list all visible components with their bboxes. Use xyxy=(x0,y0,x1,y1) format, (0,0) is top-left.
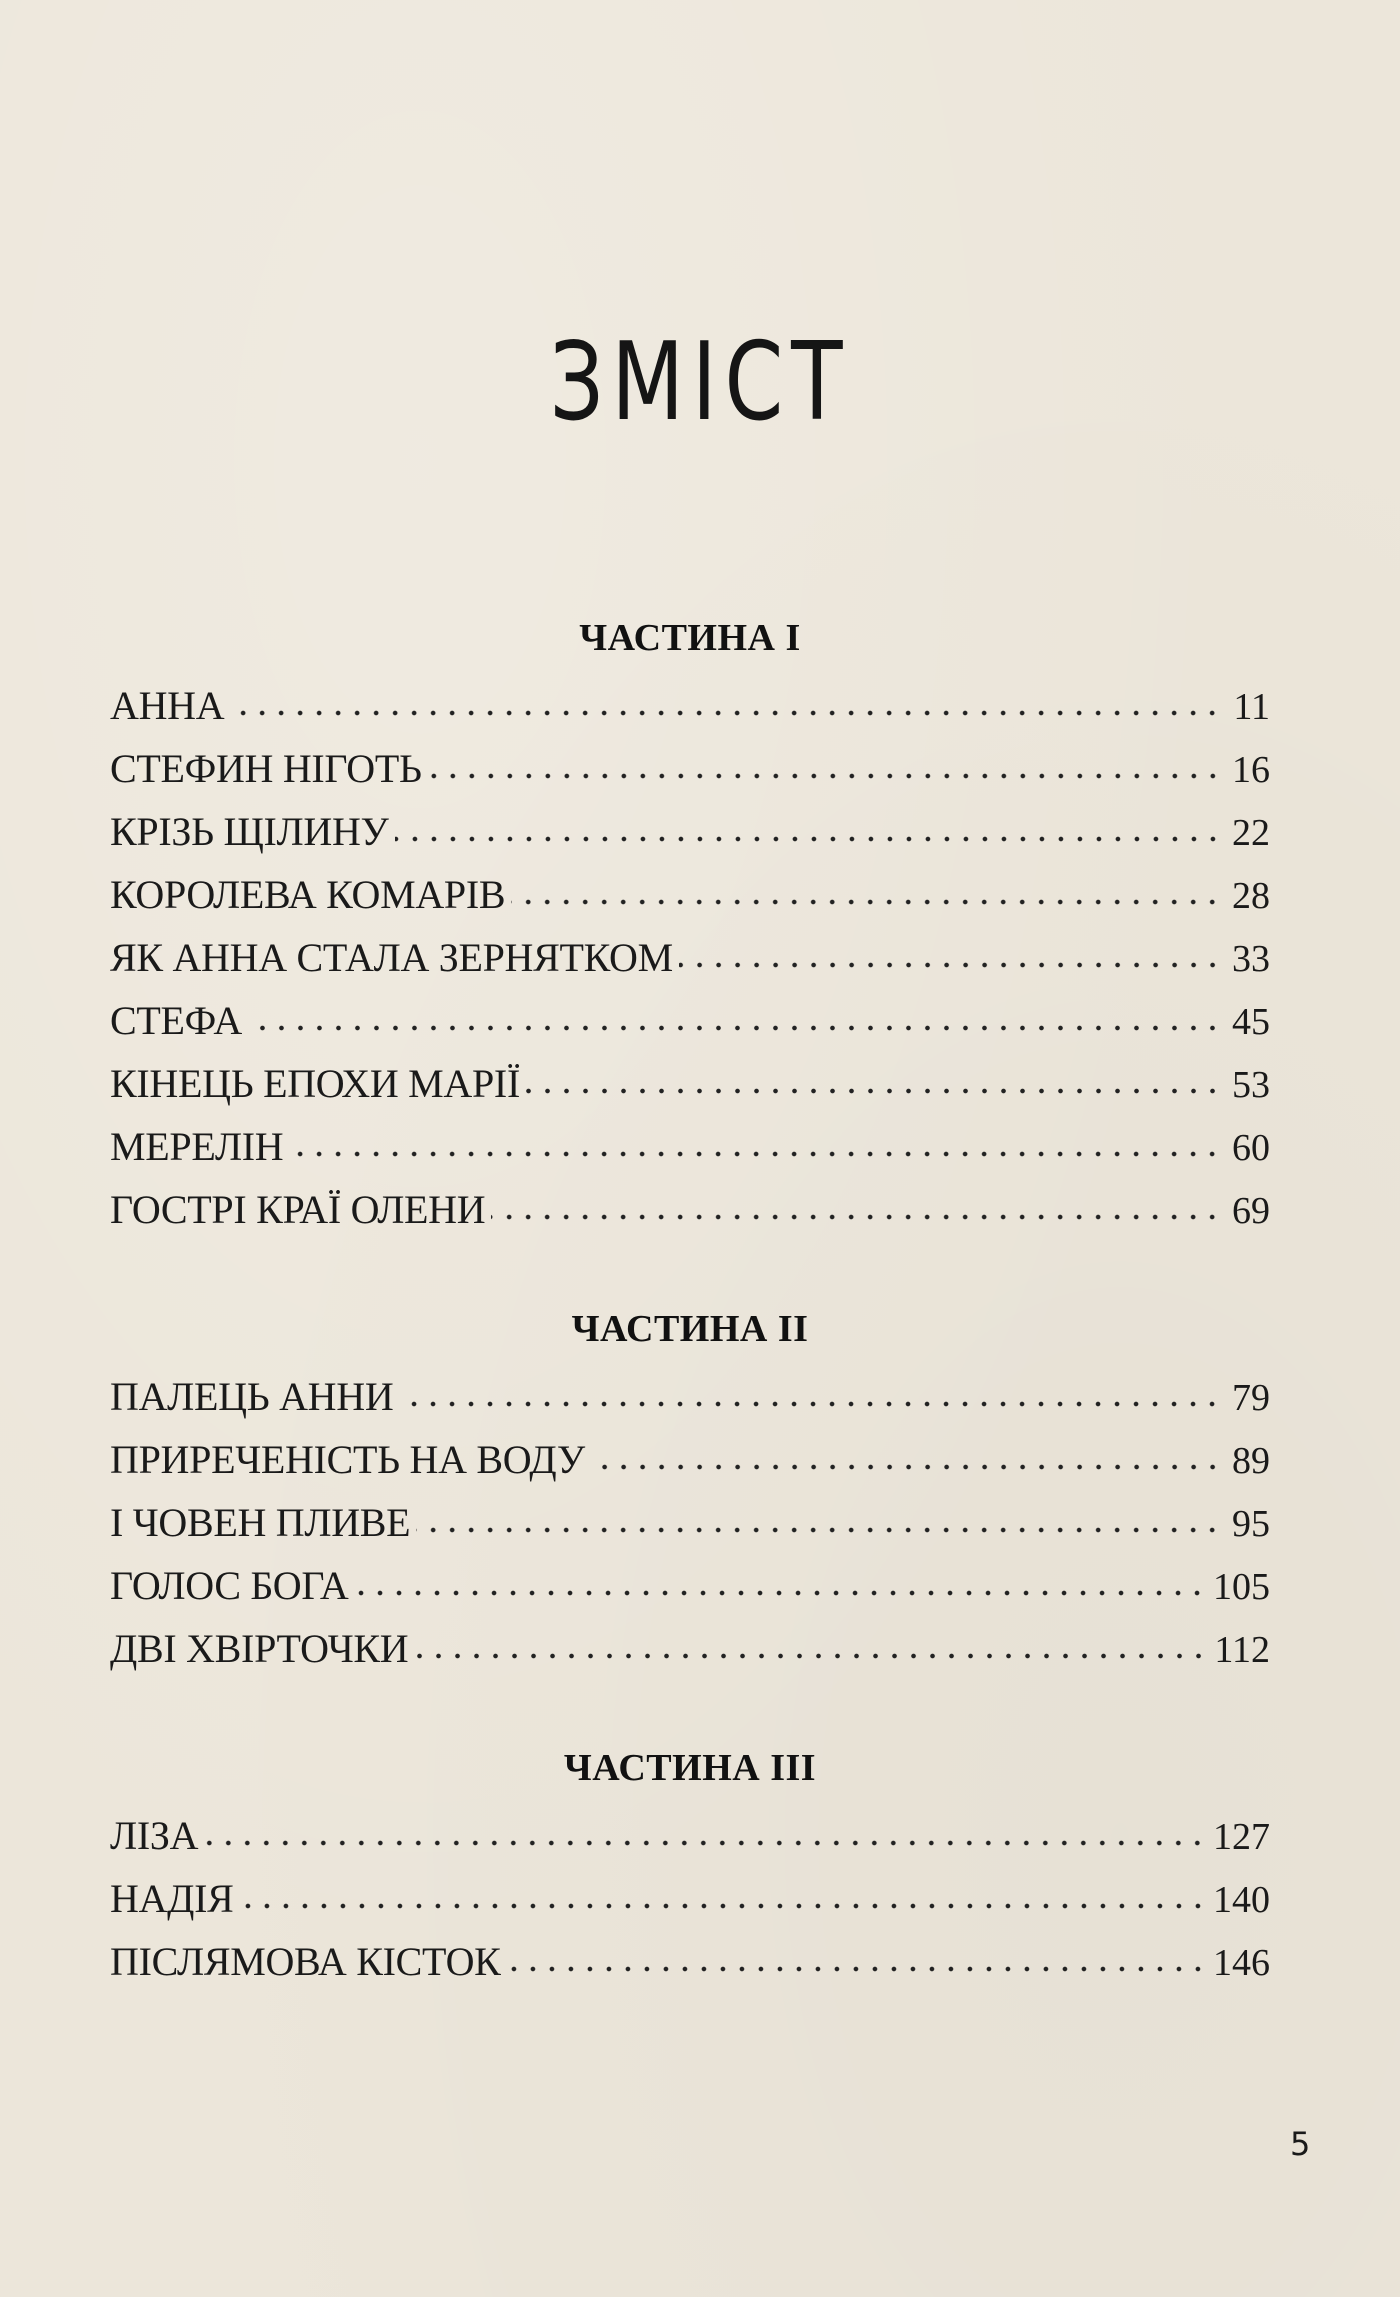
toc-entry xyxy=(110,1115,1270,1178)
toc-entry-title: АННА xyxy=(110,683,225,728)
toc-entry-page: 140 xyxy=(1213,1879,1270,1921)
toc-entry-title: ГОЛОС БОГА xyxy=(110,1563,349,1608)
toc-entry-title: ЛІЗА xyxy=(110,1813,199,1858)
toc-entry xyxy=(110,737,1270,800)
page-number: 5 xyxy=(1290,2125,1311,2163)
toc-entry-title: ДВІ ХВІРТОЧКИ xyxy=(110,1626,409,1671)
toc-entry-title: ПАЛЕЦЬ АННИ xyxy=(110,1374,394,1419)
toc-entry-title: ПІСЛЯМОВА КІСТОК xyxy=(110,1939,501,1984)
part-heading: ЧАСТИНА ІІІ xyxy=(563,1747,817,1789)
dot-leader xyxy=(526,1081,1222,1101)
toc-entry-page: 33 xyxy=(1232,938,1270,980)
toc-entry-title: КІНЕЦЬ ЕПОХИ МАРІЇ xyxy=(110,1061,520,1106)
toc-entry-title: ПРИРЕЧЕНІСТЬ НА ВОДУ xyxy=(110,1437,585,1482)
toc-entry-page: 53 xyxy=(1232,1064,1270,1106)
toc-entry xyxy=(110,1617,1270,1680)
dot-leader xyxy=(511,892,1222,912)
toc-entry xyxy=(110,1365,1270,1428)
toc-entry xyxy=(110,1804,1270,1867)
toc-entry xyxy=(110,674,1270,737)
toc-entry xyxy=(110,1491,1270,1554)
part-1 xyxy=(110,612,1270,1241)
toc-entry-title: ГОСТРІ КРАЇ ОЛЕНИ xyxy=(110,1187,486,1232)
part-heading: ЧАСТИНА І xyxy=(579,617,801,659)
dot-leader xyxy=(414,1646,1208,1666)
toc-entry-page: 79 xyxy=(1232,1377,1270,1419)
toc-entry-page: 60 xyxy=(1232,1127,1270,1169)
dot-leader xyxy=(399,1394,1222,1414)
part-2 xyxy=(110,1303,1270,1680)
toc-entry xyxy=(110,1428,1270,1491)
dot-leader xyxy=(395,829,1222,849)
dot-leader xyxy=(354,1583,1207,1603)
part-heading: ЧАСТИНА ІІ xyxy=(571,1308,809,1350)
toc-entry-page: 45 xyxy=(1232,1001,1270,1043)
toc-entry-title: МЕРЕЛІН xyxy=(110,1124,284,1169)
dot-leader xyxy=(289,1144,1222,1164)
page-title: ЗМІСТ xyxy=(549,320,851,445)
toc-entry-title: І ЧОВЕН ПЛИВЕ xyxy=(110,1500,411,1545)
table-of-contents xyxy=(110,612,1270,1993)
toc-entry xyxy=(110,863,1270,926)
toc-entry-title: ЯК АННА СТАЛА ЗЕРНЯТКОМ xyxy=(110,935,673,980)
toc-entry-title: НАДІЯ xyxy=(110,1876,234,1921)
dot-leader xyxy=(591,1457,1222,1477)
dot-leader xyxy=(428,766,1222,786)
toc-entry-page: 105 xyxy=(1213,1566,1270,1608)
toc-entry-page: 28 xyxy=(1232,875,1270,917)
dot-leader xyxy=(679,955,1222,975)
toc-entry-page: 127 xyxy=(1213,1816,1270,1858)
toc-entry-title: КОРОЛЕВА КОМАРІВ xyxy=(110,872,506,917)
toc-entry xyxy=(110,1930,1270,1993)
dot-leader xyxy=(248,1018,1222,1038)
toc-entry-page: 112 xyxy=(1214,1629,1270,1671)
toc-entry xyxy=(110,1554,1270,1617)
toc-entry xyxy=(110,1867,1270,1930)
dot-leader xyxy=(230,703,1222,723)
dot-leader xyxy=(491,1207,1222,1227)
toc-entry-title: СТЕФА xyxy=(110,998,243,1043)
toc-entry xyxy=(110,989,1270,1052)
toc-entry-title: СТЕФИН НІГОТЬ xyxy=(110,746,422,791)
toc-entry-page: 89 xyxy=(1232,1440,1270,1482)
part-3 xyxy=(110,1742,1270,1993)
toc-entry-page: 11 xyxy=(1233,686,1270,728)
dot-leader xyxy=(507,1959,1207,1979)
dot-leader xyxy=(240,1896,1207,1916)
toc-entry xyxy=(110,1178,1270,1241)
toc-entry-page: 16 xyxy=(1232,749,1270,791)
toc-entry-page: 95 xyxy=(1232,1503,1270,1545)
toc-entry xyxy=(110,800,1270,863)
toc-entry-title: КРІЗЬ ЩІЛИНУ xyxy=(110,809,389,854)
toc-entry-page: 146 xyxy=(1213,1942,1270,1984)
toc-entry xyxy=(110,926,1270,989)
toc-entry-page: 22 xyxy=(1232,812,1270,854)
dot-leader xyxy=(416,1520,1222,1540)
toc-entry-page: 69 xyxy=(1232,1190,1270,1232)
toc-entry xyxy=(110,1052,1270,1115)
dot-leader xyxy=(204,1833,1207,1853)
